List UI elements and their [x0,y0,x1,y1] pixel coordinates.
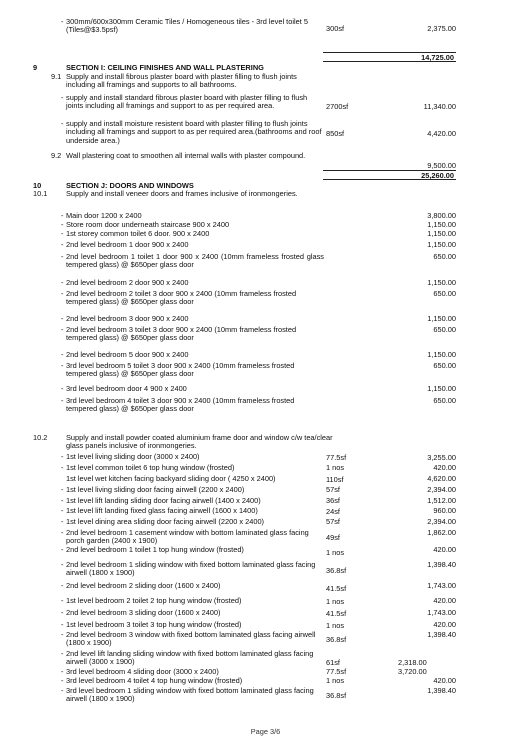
bullet-dash: - [61,463,64,472]
item-amount: 1,150.00 [427,350,456,359]
bullet-dash: - [61,229,64,238]
item-amount: 1,150.00 [427,229,456,238]
item-amount: 1,150.00 [427,314,456,323]
item-number: 9.1 [51,72,62,81]
item-quantity: 77.5sf [326,453,347,462]
item-description: 300mm/600x300mm Ceramic Tiles / Homogeneous tiles - 3rd level toilet 5 (Tiles@$3.5psf) [66,17,308,35]
bullet-dash: - [61,240,64,249]
bullet-dash: - [61,361,64,370]
bullet-dash: - [61,545,64,554]
bullet-dash: - [61,581,64,590]
item-description: 2nd level bedroom 1 sliding window with fixed bottom laminated glass facing airwell (1800 x 1900) [66,560,316,578]
item-quantity: 1 nos [326,463,345,472]
item-quantity: 49sf [326,533,340,542]
item-amount: 1,398.40 [427,560,456,569]
bullet-dash: - [61,649,64,658]
bullet-dash: - [61,93,64,102]
item-description: Supply and install fibrous plaster board with plaster filling to flush joints including all framings and supports to all bathrooms. [66,72,297,90]
item-description: 1st level bedroom 2 toilet 2 top hung window (frosted) [66,596,242,605]
item-quantity: 2700sf [326,102,349,111]
item-number: 10 [33,181,42,190]
bullet-dash: - [61,278,64,287]
item-quantity: 850sf [326,129,345,138]
item-description: 3rd level bedroom 5 toilet 3 door 900 x 2400 (10mm frameless frosted tempered glass) @ $650per glass door [66,361,295,379]
item-description: 2nd level bedroom 3 toilet 3 door 900 x 2400 (10mm frameless frosted tempered glass) @ $650per glass door [66,325,297,343]
item-number: 9.2 [51,151,62,160]
item-description: 3rd level bedroom 4 sliding door (3000 x 2400) [66,667,219,676]
item-amount: 3,720.00 [398,667,427,676]
bullet-dash: - [61,252,64,261]
bullet-dash: - [61,220,64,229]
section-total-box [323,170,456,180]
item-description: 3rd level bedroom door 4 900 x 2400 [66,384,187,393]
item-amount: 2,394.00 [427,517,456,526]
item-number: 10.1 [33,189,48,198]
item-description: 1st level wet kitchen facing backyard sliding door ( 4250 x 2400) [66,474,276,483]
item-description: 3rd level bedroom 4 toilet 4 top hung window (frosted) [66,676,243,685]
item-number: 10.2 [33,433,48,442]
bullet-dash: - [61,667,64,676]
item-quantity: 41.5sf [326,609,347,618]
section-total-value: 25,260.00 [421,170,454,180]
bullet-dash: - [61,596,64,605]
item-amount: 650.00 [433,396,456,405]
bullet-dash: - [61,452,64,461]
item-quantity: 36.8sf [326,691,347,700]
item-description: 1st level bedroom 3 toilet 3 top hung window (frosted) [66,620,242,629]
item-quantity: 36sf [326,496,340,505]
item-description: 2nd level bedroom 1 casement window with bottom laminated glass facing porch garden (2400 x 1900) [66,528,309,546]
bullet-dash: - [61,396,64,405]
bullet-dash: - [61,325,64,334]
bullet-dash: - [61,528,64,537]
bullet-dash: - [61,314,64,323]
item-quantity: 110sf [326,475,344,484]
item-amount: 3,255.00 [427,453,456,462]
item-description: 3rd level bedroom 4 toilet 3 door 900 x 2400 (10mm frameless frosted tempered glass) @ $650per glass door [66,396,295,414]
item-amount: 1,398.40 [427,630,456,639]
item-quantity: 300sf [326,24,345,33]
item-amount: 1,743.00 [427,608,456,617]
item-description: 2nd level bedroom 1 toilet 1 top hung window (frosted) [66,545,244,554]
item-description: 2nd level lift landing sliding window with fixed bottom laminated glass facing airwell (3000 x 1900) [66,649,314,667]
item-description: supply and install standard fibrous plaster board with plaster filling to flush joints including all framings and support to as per required area. [66,93,308,111]
item-description: Main door 1200 x 2400 [66,211,142,220]
item-description: 2nd level bedroom 5 door 900 x 2400 [66,350,189,359]
item-description: 2nd level bedroom 2 sliding door (1600 x 2400) [66,581,221,590]
bullet-dash: - [61,620,64,629]
item-amount: 9,500.00 [427,161,456,170]
item-amount: 420.00 [433,620,456,629]
item-quantity: 1 nos [326,621,345,630]
item-description: 2nd level bedroom 1 toilet 1 door 900 x 2400 (10mm frameless frosted glass tempered glass) @ $650per glass door [66,252,324,270]
item-description: 1st storey common toilet 6 door. 900 x 2400 [66,229,210,238]
item-description: 3rd level bedroom 1 sliding window with fixed bottom laminated glass facing airwell (1800 x 1900) [66,686,314,704]
section-total-value: 14,725.00 [421,52,454,62]
bullet-dash: - [61,496,64,505]
item-description: 2nd level bedroom 2 toilet 3 door 900 x 2400 (10mm frameless frosted tempered glass) @ $650per glass door [66,289,297,307]
item-quantity: 1 nos [326,548,345,557]
item-amount: 420.00 [433,463,456,472]
section-total-box [323,52,456,62]
bullet-dash: - [61,560,64,569]
item-amount: 3,800.00 [427,211,456,220]
bullet-dash: - [61,119,64,128]
bullet-dash: - [61,211,64,220]
item-description: 1st level dining area sliding door facing airwell (2200 x 2400) [66,517,265,526]
item-amount: 420.00 [433,545,456,554]
item-description: Supply and install veneer doors and frames inclusive of ironmongeries. [66,189,298,198]
item-amount: 960.00 [433,506,456,515]
bullet-dash: - [61,17,64,26]
item-amount: 1,150.00 [427,220,456,229]
item-amount: 420.00 [433,596,456,605]
item-amount: 650.00 [433,252,456,261]
item-amount: 1,862.00 [427,528,456,537]
item-quantity: 24sf [326,507,340,516]
bullet-dash: - [61,676,64,685]
item-amount: 650.00 [433,289,456,298]
item-quantity: 41.5sf [326,584,347,593]
item-quantity: 77.5sf [326,667,347,676]
item-amount: 2,318.00 [398,658,427,667]
item-quantity: 36.8sf [326,635,347,644]
item-quantity: 1 nos [326,597,345,606]
item-amount: 1,150.00 [427,278,456,287]
item-quantity: 57sf [326,485,340,494]
item-description: 1st level living sliding door (3000 x 2400) [66,452,200,461]
bullet-dash: - [61,517,64,526]
item-amount: 1,150.00 [427,240,456,249]
item-description: Supply and install powder coated aluminium frame door and window c/w tea/clear glass panels inclusive of ironmongeries. [66,433,333,451]
item-description: 1st level lift landing sliding door facing airwell (1400 x 2400) [66,496,261,505]
item-amount: 650.00 [433,325,456,334]
item-number: 9 [33,63,38,72]
item-amount: 2,394.00 [427,485,456,494]
item-description: 1st level common toilet 6 top hung window (frosted) [66,463,235,472]
item-amount: 1,512.00 [427,496,456,505]
page-footer: Page 3/6 [250,727,281,736]
bullet-dash: - [61,608,64,617]
item-amount: 1,743.00 [427,581,456,590]
item-amount: 650.00 [433,361,456,370]
item-description: 1st level lift landing fixed glass facing airwell (1600 x 1400) [66,506,258,515]
item-amount: 4,620.00 [427,474,456,483]
item-quantity: 61sf [326,658,340,667]
item-amount: 11,340.00 [423,102,456,111]
bullet-dash: - [61,506,64,515]
item-description: 2nd level bedroom 3 window with fixed bottom laminated glass facing airwell (1800 x 1900) [66,630,316,648]
item-quantity: 57sf [326,517,340,526]
item-amount: 2,375.00 [427,24,456,33]
item-amount: 1,398.40 [427,686,456,695]
bullet-dash: - [61,686,64,695]
bullet-dash: - [61,485,64,494]
item-amount: 420.00 [433,676,456,685]
item-description: SECTION J: DOORS AND WINDOWS [66,181,194,190]
item-quantity: 36.8sf [326,566,347,575]
item-description: 2nd level bedroom 3 door 900 x 2400 [66,314,189,323]
item-amount: 4,420.00 [427,129,456,138]
bullet-dash: - [61,384,64,393]
bullet-dash: - [61,350,64,359]
item-description: SECTION I: CEILING FINISHES AND WALL PLASTERING [66,63,264,72]
item-amount: 1,150.00 [427,384,456,393]
item-description: 2nd level bedroom 2 door 900 x 2400 [66,278,189,287]
item-quantity: 1 nos [326,676,345,685]
item-description: Wall plastering coat to smoothen all internal walls with plaster compound. [66,151,306,160]
bullet-dash: - [61,289,64,298]
item-description: 2nd level bedroom 3 sliding door (1600 x 2400) [66,608,221,617]
item-description: supply and install moisture resistent board with plaster filling to flush joints including all framings and support to as per required area.(bathrooms and roof underside area.) [66,119,322,145]
bullet-dash: - [61,630,64,639]
item-description: 1st level living sliding door facing airwell (2200 x 2400) [66,485,245,494]
item-description: 2nd level bedroom 1 door 900 x 2400 [66,240,189,249]
item-description: Store room door underneath staircase 900 x 2400 [66,220,230,229]
